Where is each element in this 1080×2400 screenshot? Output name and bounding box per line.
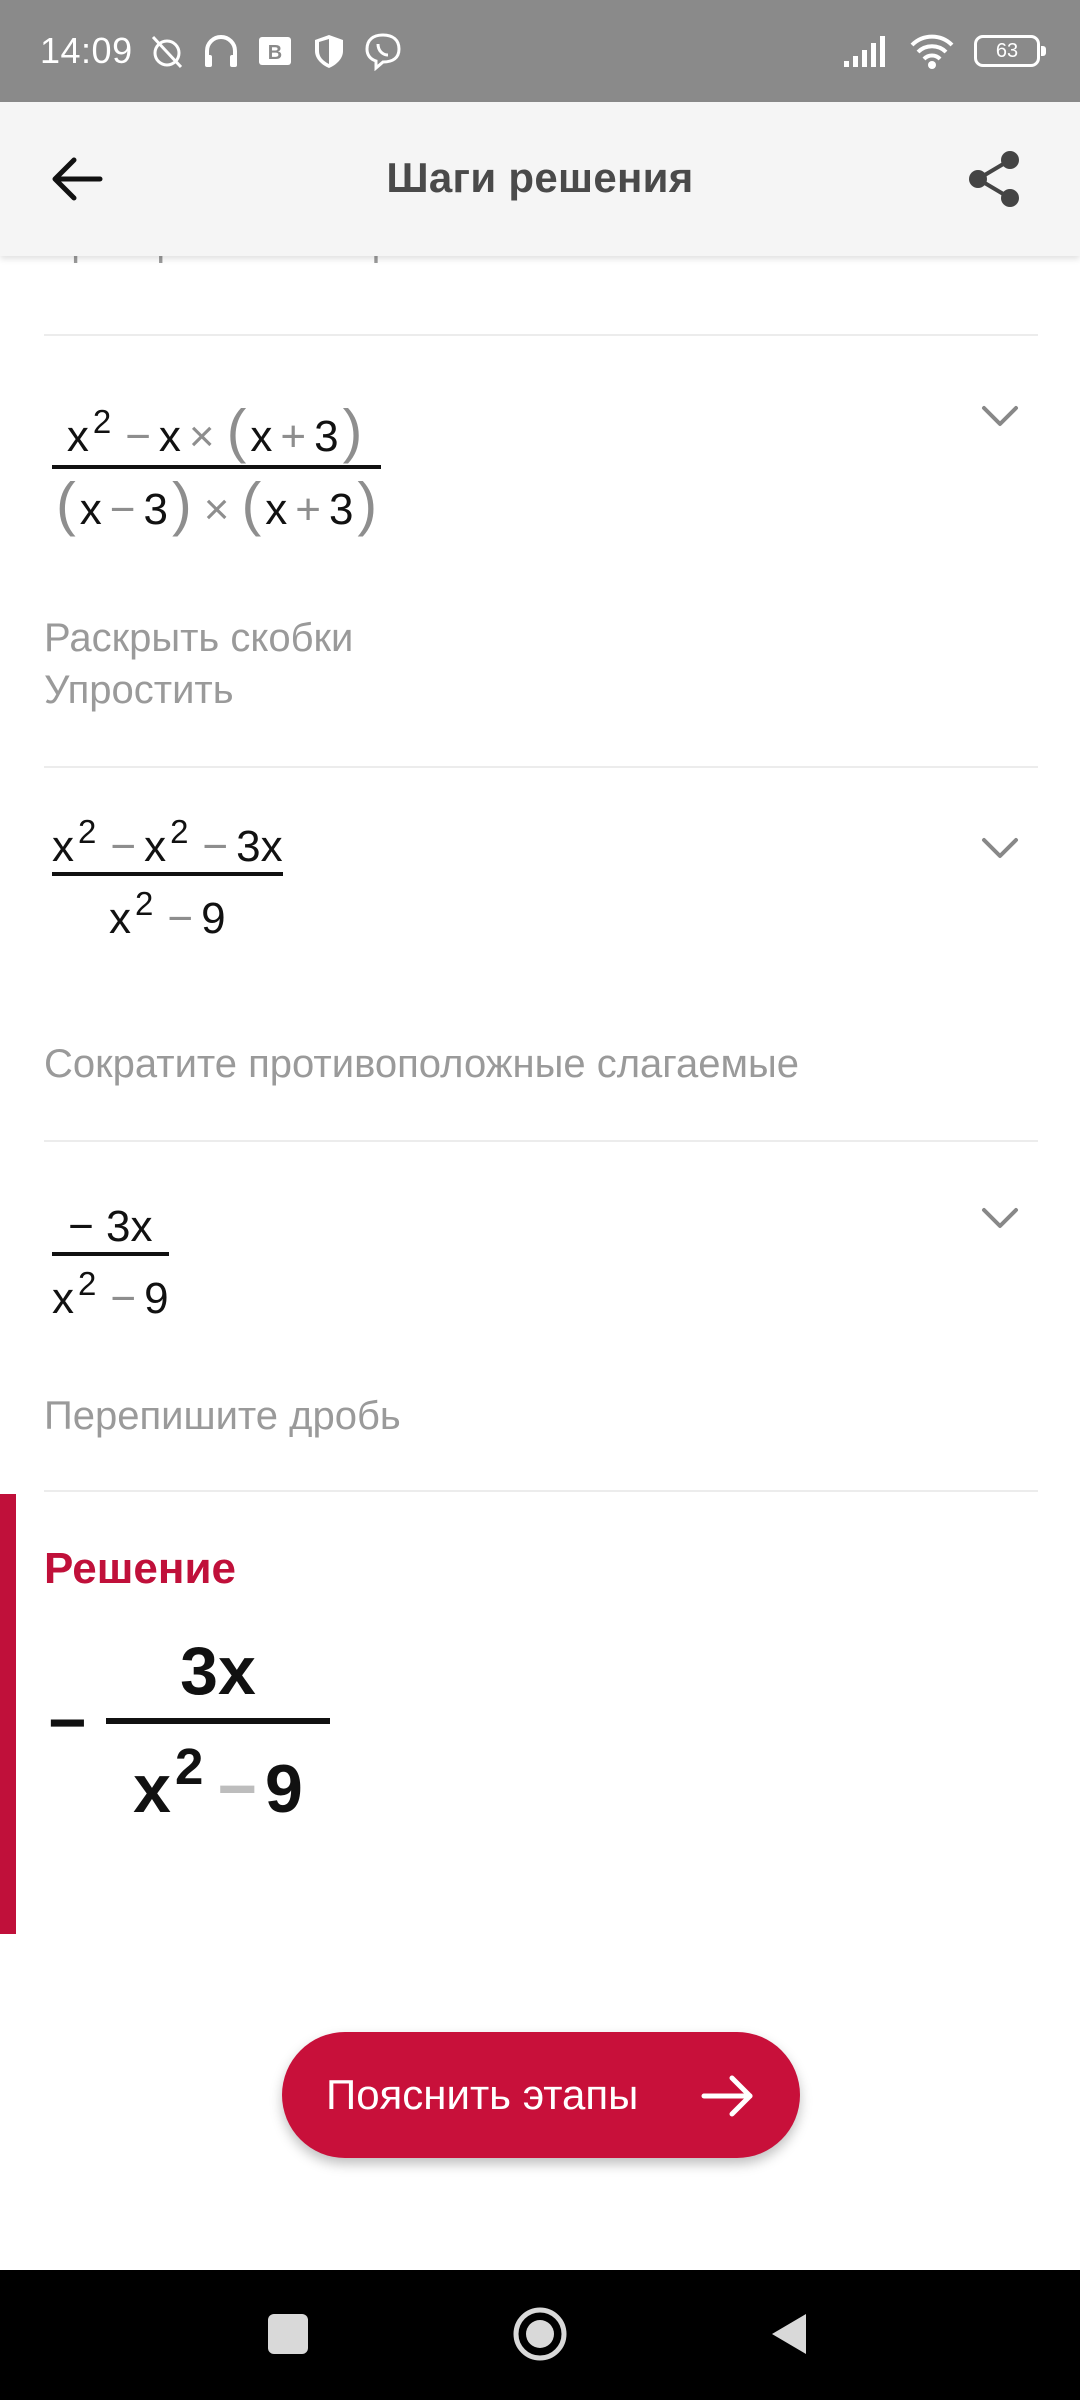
term: 3 — [143, 485, 168, 534]
solution-label: Решение — [44, 1544, 236, 1593]
paren: ) — [357, 470, 378, 537]
exponent: 2 — [174, 1737, 204, 1795]
share-icon[interactable] — [962, 146, 1028, 212]
term: − 3x — [68, 1202, 153, 1251]
term: x — [133, 1751, 171, 1827]
chevron-down-icon[interactable] — [976, 392, 1024, 440]
operator: − — [109, 485, 136, 534]
exponent: 2 — [78, 1264, 97, 1302]
status-right-icons — [842, 31, 1040, 71]
operator: − — [125, 412, 151, 461]
step-1-desc-line-2: Упростить — [44, 668, 234, 712]
term: 9 — [201, 894, 226, 943]
alarm-off-icon — [147, 31, 187, 71]
term: 3x — [236, 822, 283, 871]
solution-fraction — [106, 1632, 330, 1828]
operator: + — [280, 412, 307, 461]
back-triangle-icon[interactable] — [764, 2308, 816, 2360]
system-nav-bar — [0, 2270, 1080, 2400]
app-bar — [0, 102, 1080, 256]
term: 9 — [144, 1274, 169, 1323]
term: x — [265, 485, 288, 534]
term: x — [52, 1274, 74, 1323]
paren: ( — [226, 397, 247, 464]
fraction-bar — [52, 872, 283, 876]
step-1-fraction — [52, 396, 381, 538]
battery-level: 63 — [995, 39, 1019, 62]
solution-denominator — [133, 1737, 303, 1828]
viber-icon — [363, 31, 403, 71]
paren: ( — [56, 470, 76, 537]
solution-accent-bar — [0, 1494, 16, 1934]
paren: ) — [171, 470, 192, 537]
signal-icon — [842, 31, 890, 71]
operator: − — [110, 1274, 137, 1323]
term: x — [52, 822, 74, 871]
operator: − — [167, 894, 194, 943]
term: x — [79, 485, 102, 534]
operator: − — [202, 822, 229, 871]
headphones-icon — [201, 31, 241, 71]
step-1-description — [44, 612, 353, 716]
fraction-bar — [106, 1718, 330, 1724]
step-1-numerator — [67, 396, 367, 465]
status-time: 14:09 — [40, 30, 133, 71]
solution-sign: − — [48, 1685, 87, 1759]
shield-icon — [309, 31, 349, 71]
step-2[interactable] — [0, 768, 1080, 1140]
term: 3x — [180, 1633, 256, 1709]
exponent: 2 — [78, 812, 97, 850]
term: x — [144, 822, 167, 871]
status-bar — [0, 0, 1080, 102]
arrow-right-icon — [698, 2066, 758, 2126]
step-2-fraction — [52, 812, 283, 944]
vk-icon — [255, 31, 295, 71]
step-3[interactable] — [0, 1142, 1080, 1492]
operator: × — [188, 412, 215, 461]
chevron-down-icon[interactable] — [976, 824, 1024, 872]
explain-steps-button[interactable] — [282, 2032, 800, 2158]
step-2-description: Сократите противоположные слагаемые — [44, 1042, 799, 1086]
solution-block — [0, 1494, 1080, 1934]
paren: ) — [342, 397, 363, 464]
exponent: 2 — [92, 402, 112, 440]
operator: + — [295, 485, 321, 534]
solution-numerator — [180, 1632, 256, 1710]
exponent: 2 — [170, 812, 189, 850]
term: 3 — [314, 412, 339, 461]
term: 3 — [328, 485, 354, 534]
battery-icon — [974, 35, 1040, 67]
term: 9 — [265, 1751, 303, 1827]
svg-text:B: B — [267, 42, 282, 64]
divider — [44, 1490, 1038, 1492]
explain-steps-label: Пояснить этапы — [326, 2071, 639, 2118]
chevron-down-icon[interactable] — [976, 1194, 1024, 1242]
recents-icon[interactable] — [268, 2314, 308, 2354]
term: x — [109, 894, 132, 943]
home-icon[interactable] — [510, 2304, 570, 2364]
step-1[interactable] — [0, 336, 1080, 768]
step-1-desc-line-1: Раскрыть скобки — [44, 616, 354, 660]
step-2-denominator — [109, 884, 226, 944]
step-1-denominator — [52, 469, 381, 538]
fraction-bar — [52, 1252, 169, 1256]
exponent: 2 — [135, 884, 154, 922]
page-title: Шаги решения — [386, 154, 694, 201]
step-3-numerator — [68, 1202, 152, 1252]
status-left-icons — [147, 31, 403, 71]
step-3-description: Перепишите дробь — [44, 1394, 401, 1438]
wifi-icon — [908, 31, 956, 71]
operator: − — [217, 1751, 258, 1827]
operator: − — [110, 822, 137, 871]
step-3-fraction — [52, 1202, 169, 1324]
operator: × — [203, 485, 230, 534]
step-3-denominator — [52, 1264, 169, 1324]
term: x — [66, 412, 89, 461]
term: x — [158, 412, 181, 461]
step-2-numerator — [52, 812, 283, 872]
term: x — [250, 412, 273, 461]
paren: ( — [241, 470, 262, 537]
